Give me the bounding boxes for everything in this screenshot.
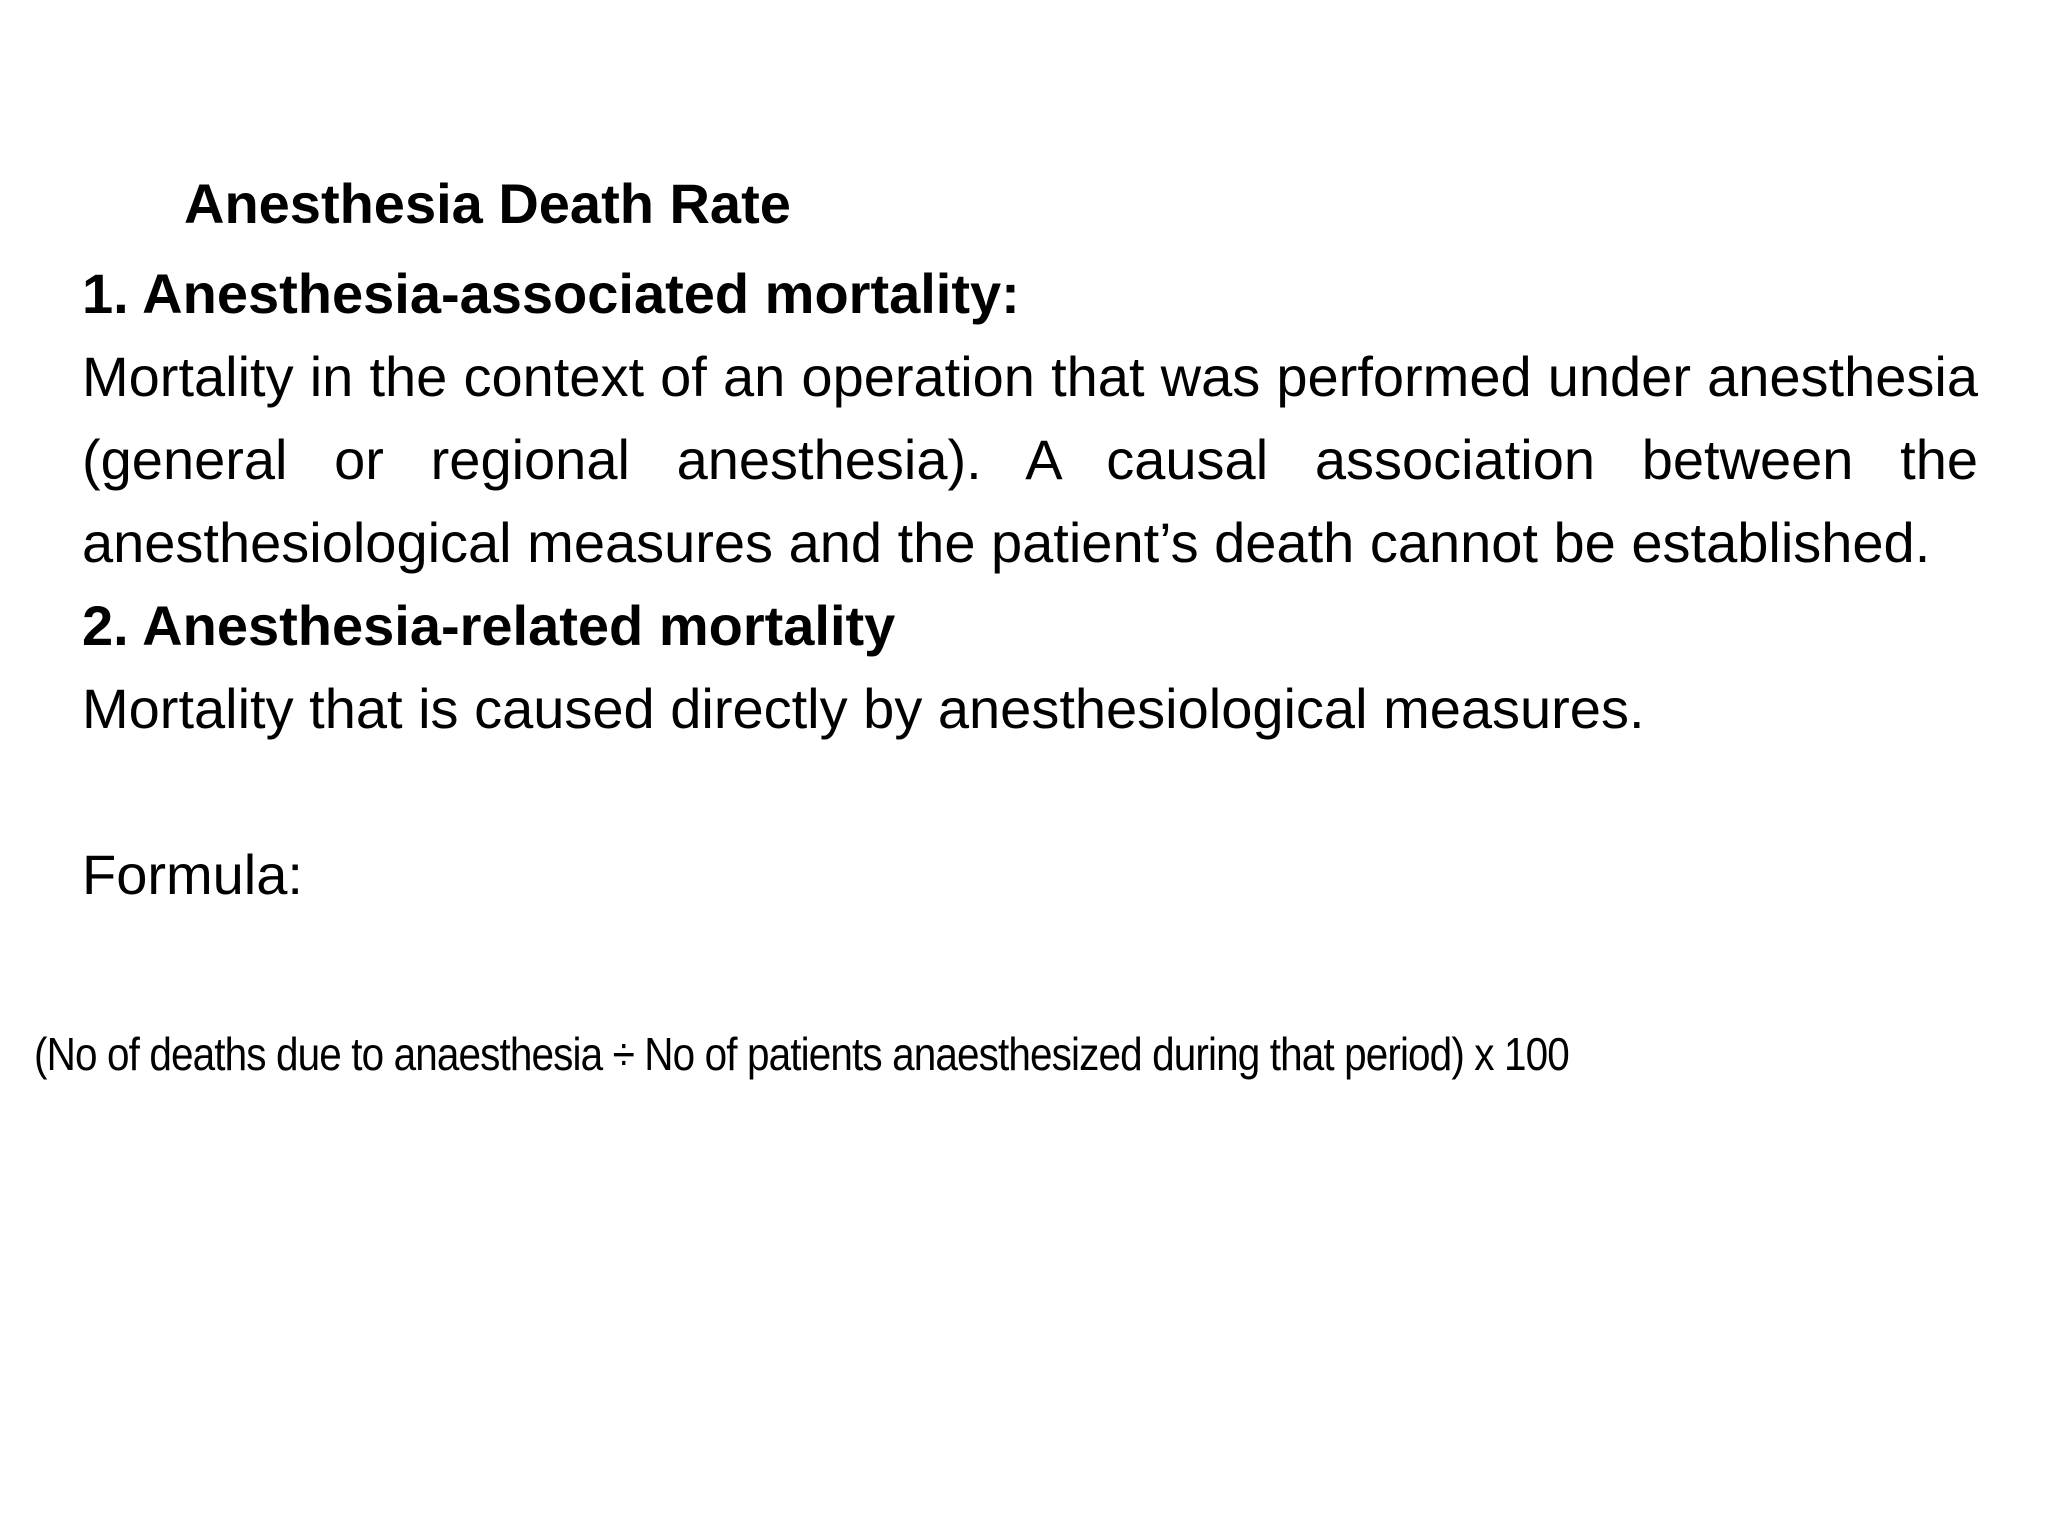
formula-label: Formula: [82,843,303,906]
formula-text: (No of deaths due to anaesthesia ÷ No of patients anaesthesized during that period) x 100 [34,1028,1569,1080]
section-heading-related: 2. Anesthesia-related mortality [82,594,896,657]
slide-title: Anesthesia Death Rate [184,172,791,235]
section-text-associated: Mortality in the context of an operation that was performed under anesthesia (general or regional anesthesia). A causal association between the anesthesiological measures and the patient’s death cannot be established. [82,345,1978,574]
slide-content [82,252,1978,916]
spacer [82,750,1978,833]
section-heading-associated: 1. Anesthesia-associated mortality: [82,262,1020,325]
section-text-related: Mortality that is caused directly by anesthesiological measures. [82,677,1645,740]
